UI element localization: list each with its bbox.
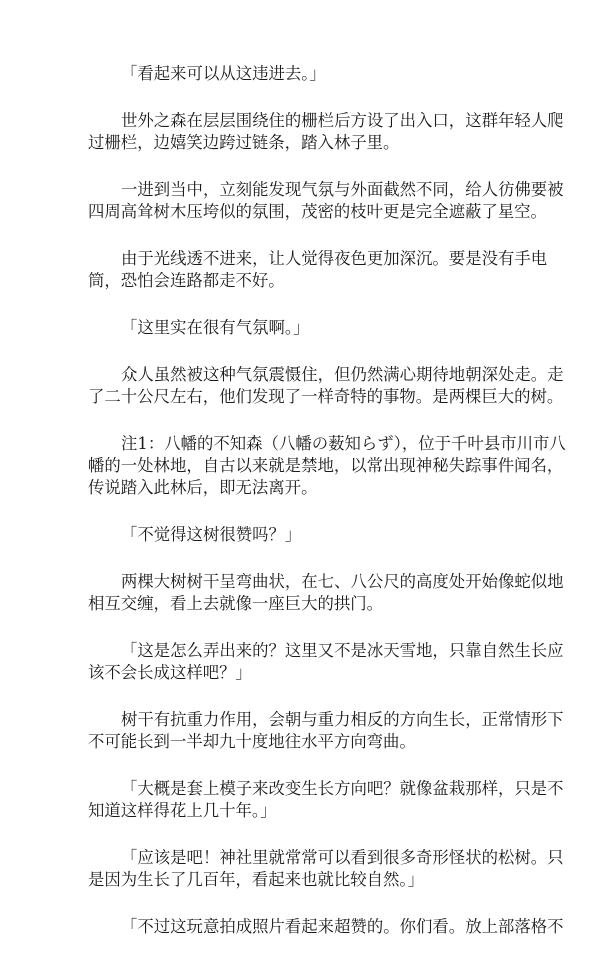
text-line: 筒，恐怕会连路都走不好。 [88,271,285,290]
paragraph [88,110,564,154]
text-line: 是因为生长了几百年，看起来也就比较自然。」 [88,870,425,889]
text-line: 「这是怎么弄出来的？这里又不是冰天雪地，只靠自然生长应 [121,641,564,660]
paragraph [88,847,564,891]
text-line: 「不过这玩意拍成照片看起来超赞的。你们看。放上部落格不 [121,917,564,936]
text-line: 过栅栏，边嬉笑边跨过链条，踏入林子里。 [88,133,400,152]
text-line: 两棵大树树干呈弯曲状，在七、八公尺的高度处开始像蛇似地 [121,572,564,591]
text-line: 不可能长到一半却九十度地往水平方向弯曲。 [88,732,416,751]
paragraph [88,916,564,938]
text-line: 世外之森在层层围绕住的栅栏后方设了出入口，这群年轻人爬 [121,111,564,130]
text-line: 一进到当中，立刻能发现气氛与外面截然不同，给人彷佛要被 [121,180,564,199]
paragraph [88,640,564,684]
paragraph [88,778,564,822]
text-line: 该不会长成这样吧？」 [88,663,252,682]
paragraph [88,364,564,408]
text-line: 四周高耸树木压垮似的氛围，茂密的枝叶更是完全遮蔽了星空。 [88,202,547,221]
text-line: 众人虽然被这种气氛震慑住，但仍然满心期待地朝深处走。走 [121,365,564,384]
text-line: 相互交缠，看上去就像一座巨大的拱门。 [88,594,384,613]
text-line: 树干有抗重力作用，会朝与重力相反的方向生长，正常情形下 [121,710,564,729]
paragraph [88,248,556,292]
paragraph [88,179,564,223]
text-line: 知道这样得花上几十年。」 [88,801,277,820]
paragraph [88,571,564,615]
paragraph [88,317,556,339]
text-line: 「看起来可以从这违进去。」 [121,64,326,83]
document-body [88,63,566,963]
text-line: 「大概是套上模子来改变生长方向吧？就像盆栽那样，只是不 [121,779,564,798]
text-line: 注1：八幡的不知森（八幡の薮知らず），位于千叶县市川市八 [121,434,566,453]
text-line: 「应该是吧！神社里就常常可以看到很多奇形怪状的松树。只 [121,848,564,867]
text-line: 幡的一处林地，自古以来就是禁地，以常出现神秘失踪事件闻名， [88,456,564,475]
text-line: 由于光线透不进来，让人觉得夜色更加深沉。要是没有手电 [121,249,548,268]
footnote-paragraph [88,433,566,499]
text-line: 了二十公尺左右，他们发现了一样奇特的事物。是两棵巨大的树。 [88,387,564,406]
paragraph [88,709,564,753]
text-line: 「这里实在很有气氛啊。」 [121,318,310,337]
paragraph [88,524,556,546]
text-line: 传说踏入此林后，即无法离开。 [88,478,318,497]
text-line: 「不觉得这树很赞吗？」 [121,525,302,544]
paragraph [88,63,556,85]
